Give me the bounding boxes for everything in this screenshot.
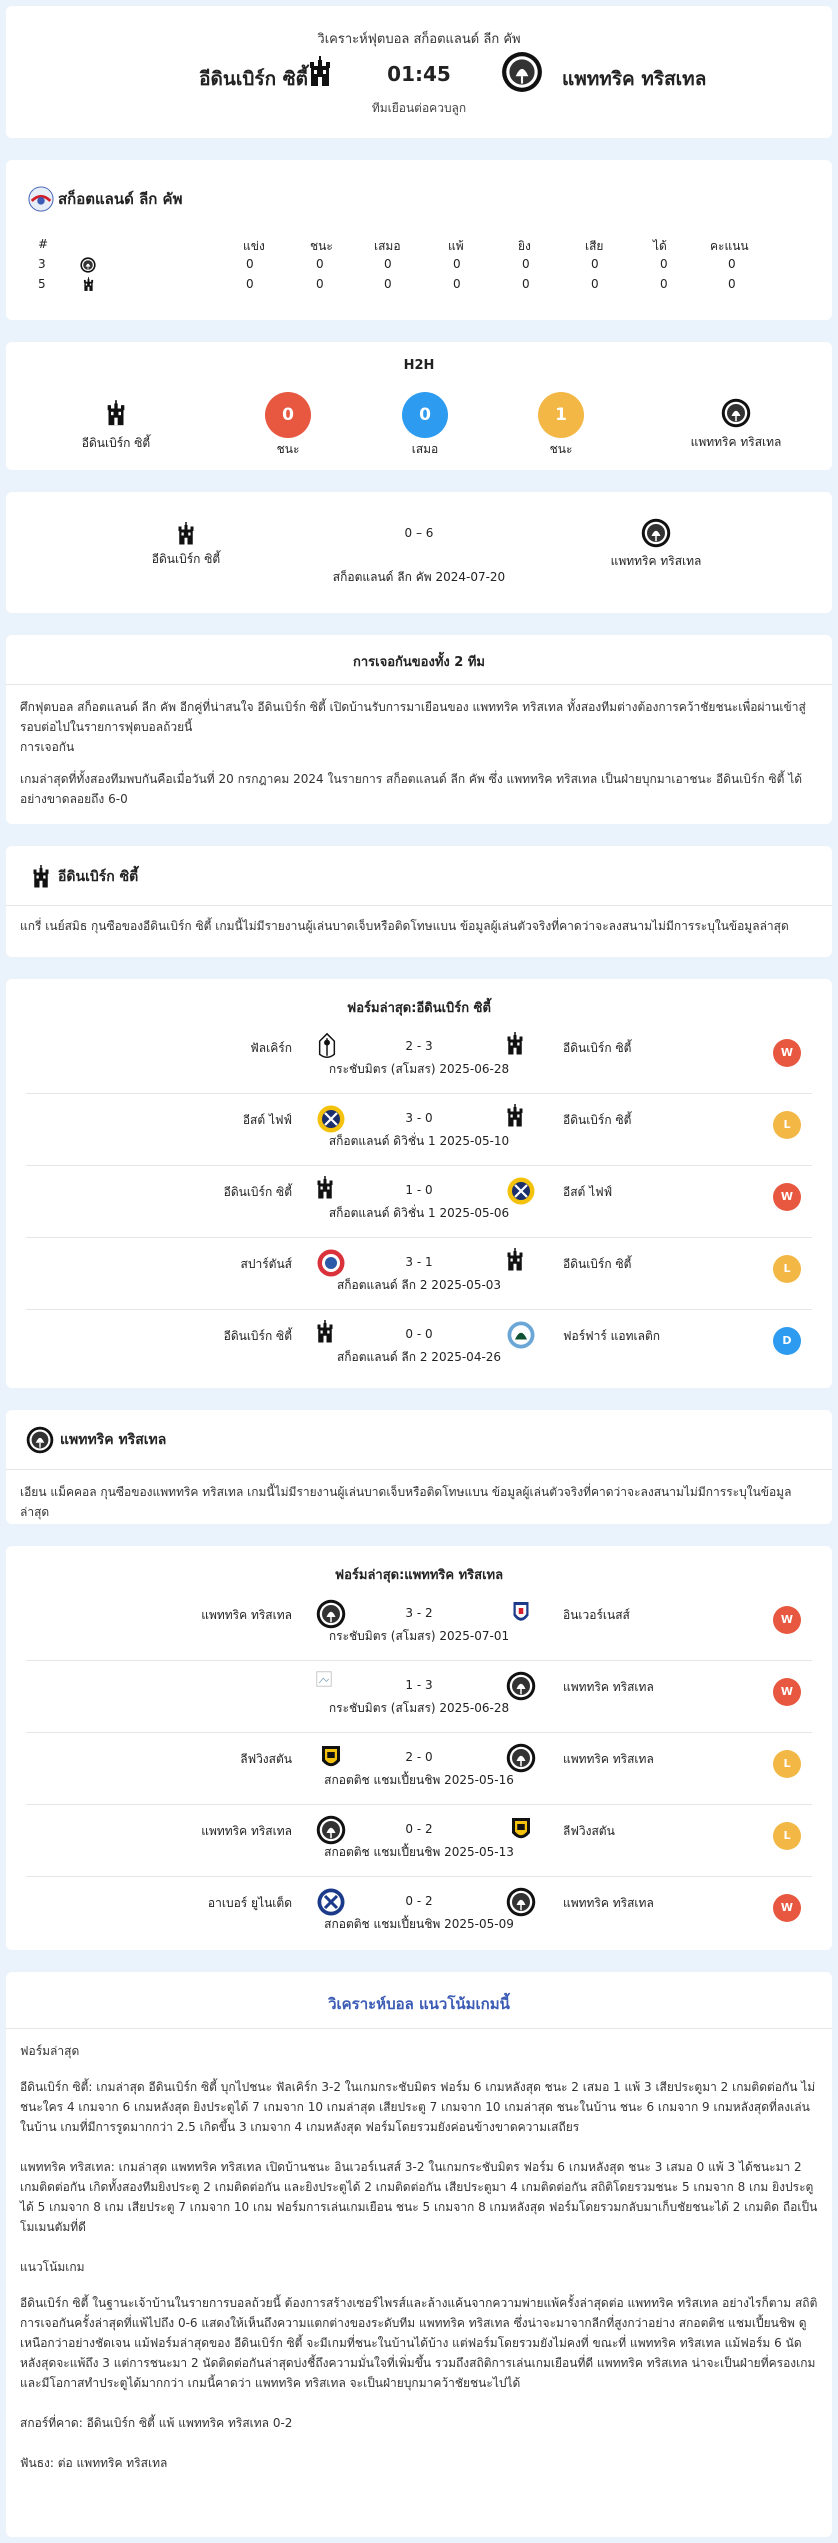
form-away-team: อีดินเบิร์ก ซิตี้	[563, 1257, 632, 1271]
draws-count: 0	[402, 392, 448, 438]
form-match-row[interactable]	[26, 1022, 812, 1094]
form-home-team: ลีฟวิงสตัน	[240, 1752, 292, 1766]
header-title: วิเคราะห์ฟุตบอล สก็อตแลนด์ ลีก คัพ	[317, 32, 521, 47]
h2h-losses	[511, 392, 611, 459]
form-away-team: อีดินเบิร์ก ซิตี้	[563, 1113, 632, 1127]
form-score: 1 - 0	[405, 1183, 433, 1197]
form-away-logo	[506, 1176, 536, 1210]
lm-score: 0 – 6	[404, 526, 434, 540]
form-away-logo	[506, 1248, 524, 1276]
col-points: คะแนน	[710, 239, 749, 253]
form-competition: สก็อตแลนด์ ดิวิชั่น 1 2025-05-10	[328, 1134, 510, 1148]
cell: 0	[522, 257, 530, 271]
analysis-score-prediction: สกอร์ที่คาด: อีดินเบิร์ก ซิตี้ แพ้ แพททริค ทริสเทล 0-2	[20, 2416, 293, 2430]
h2h-home-name: อีดินเบิร์ก ซิตี้	[81, 436, 151, 450]
home-team-text: แกรี่ เนย์สมิธ กุนซือของอีดินเบิร์ก ซิตี้ เกมนี้ไม่มีรายงานผู้เล่นบาดเจ็บหรือติดโทษแบน ข้อมูลผู้เล่นตัวจริงที่คาดว่าจะลงสนามไม่มีการระบุในข้อมูลล่าสุด	[20, 919, 789, 933]
analysis-p3: อีดินเบิร์ก ซิตี้ ในฐานะเจ้าบ้านในรายการบอลถ้วยนี้ ต้องการสร้างเซอร์ไพรส์และล้างแค้นจากความพ่ายแพ้ครั้งล่าสุดต่อ แพททริค ทริสเทล อย่างไรก็ตาม สถิติการเจอกันครั้งล่าสุดที่แพ้ไปถึง 0-6 แสดงให้เห็นถึงความแตกต่างของระดับทีม แพททริค ทริสเทล ซึ่งน่าจะมาจากลีกที่สูงกว่าอย่าง สกอตติช แชมเปี้ยนชิพ ดูเหนือกว่าอย่างชัดเจน แม้ฟอร์มล่าสุดของ อีดินเบิร์ก ซิตี้ จะมีเกมที่ชนะในบ้านได้บ้าง แต่ฟอร์มโดยรวมยังไม่คงที่ ขณะที่ แพททริค ทริสเทล แม้ฟอร์ม 6 นัดหลังสุดจะแพ้ถึง 3 แต่การชนะมา 2 นัดติดต่อกันล่าสุดบ่งชี้ถึงความมั่นใจที่เพิ่มขึ้น รวมถึงสถิติการเล่นเกมเยือนที่ดี แพททริค ทริสเทล น่าจะเป็นฝ่ายที่ครองเกมและมีโอกาสทำประตูได้มากกว่า เกมนี้คาดว่า แพททริค ทริสเทล จะเป็นฝ่ายบุกมาคว้าชัยชนะไปได้	[20, 2296, 818, 2390]
east-fife-logo-icon	[506, 1176, 536, 1206]
col-ga: เสีย	[585, 239, 604, 253]
away-form-list	[6, 1589, 832, 1949]
form-score: 3 - 0	[405, 1111, 433, 1125]
home-team-title: อีดินเบิร์ก ซิตี้	[58, 869, 139, 885]
wins-label: ชนะ	[276, 442, 300, 456]
form-away-logo	[506, 1671, 536, 1705]
edinburgh-city-logo-icon	[32, 865, 50, 889]
form-competition: สก็อตแลนด์ ลีก 2 2025-04-26	[336, 1350, 502, 1364]
analysis-p2: แพททริค ทริสเทล: เกมล่าสุด แพททริค ทริสเทล เปิดบ้านชนะ อินเวอร์เนสส์ 3-2 ในเกมกระชับมิตร ฟอร์ม 6 เกมหลังสุด ชนะ 3 เสมอ 0 แพ้ 3 ได้ชนะมา 2 เกมติดต่อกัน เกิดทั้งสองทีมยิงประตู 2 เกมติดต่อกัน และยิงประตูได้ 2 เกมติดต่อกัน เสียประตูมา 4 เกมติดต่อกัน สถิติโดยรวมชนะ 5 เกมจาก 8 เกม ยิงประตูได้ 5 เกมจาก 8 เกม เสียประตู 7 เกมจาก 10 เกม ฟอร์มการเล่นเกมเยือน ชนะ 5 เกมจาก 8 เกมหลังสุด ฟอร์มโดยรวมกลับมาเก็บชัยชนะได้ 2 เกมติด ถือเป็นโมเมนตัมที่ดี	[20, 2160, 818, 2234]
form-away-logo	[506, 1815, 536, 1849]
row-rank: 3	[38, 257, 46, 271]
handicap-note: ทีมเยือนต่อควบลูก	[371, 101, 467, 115]
form-away-logo	[506, 1599, 536, 1633]
home-form-section	[6, 979, 832, 1388]
form-away-logo	[506, 1887, 536, 1921]
edinburgh-city-logo-icon	[506, 1032, 524, 1056]
h2h-summary	[6, 342, 832, 470]
analysis-section	[6, 1972, 832, 2537]
table-header	[6, 237, 832, 255]
form-competition: กระชับมิตร (สโมสร) 2025-06-28	[328, 1701, 510, 1715]
form-match-row[interactable]	[26, 1733, 812, 1805]
edinburgh-city-logo-icon	[106, 400, 126, 427]
wins-count: 0	[265, 392, 311, 438]
form-competition: กระชับมิตร (สโมสร) 2025-06-28	[328, 1062, 510, 1076]
home-form-list	[6, 1022, 832, 1382]
meetings-p1b: การเจอกัน	[20, 740, 75, 754]
h2h-wins	[238, 392, 338, 459]
result-badge: L	[773, 1255, 801, 1283]
result-badge: D	[773, 1327, 801, 1355]
form-competition: สกอตติช แชมเปี้ยนชิพ 2025-05-16	[324, 1773, 514, 1787]
lm-away	[581, 518, 731, 571]
cell: 0	[453, 257, 461, 271]
cell: 0	[316, 257, 324, 271]
patrick-thistle-logo-icon	[26, 1426, 54, 1454]
col-won: ชนะ	[310, 239, 333, 253]
lm-home-name: อีดินเบิร์ก ซิตี้	[151, 552, 221, 566]
form-match-row[interactable]	[26, 1589, 812, 1661]
result-badge: L	[773, 1750, 801, 1778]
patrick-thistle-logo-icon	[501, 51, 543, 97]
last-meeting[interactable]	[6, 492, 832, 613]
form-score: 2 - 0	[405, 1750, 433, 1764]
col-played: แข่ง	[243, 239, 265, 253]
form-competition: สก็อตแลนด์ ดิวิชั่น 1 2025-05-06	[328, 1206, 510, 1220]
patrick-thistle-logo-icon	[506, 1887, 536, 1917]
form-home-team: อีสต์ ไฟฟ์	[242, 1113, 292, 1127]
away-team-title: แพททริค ทริสเทล	[60, 1432, 167, 1448]
form-score: 1 - 3	[405, 1678, 433, 1692]
cell: 0	[453, 277, 461, 291]
form-match-row[interactable]	[26, 1310, 812, 1382]
away-team-text: เอียน แม็คคอล กุนซือของแพททริค ทริสเทล เกมนี้ไม่มีรายงานผู้เล่นบาดเจ็บหรือติดโทษแบน ข้อมูลผู้เล่นตัวจริงที่คาดว่าจะลงสนามไม่มีการระบุในข้อมูลล่าสุด	[20, 1485, 792, 1519]
meetings-p2: เกมล่าสุดที่ทั้งสองทีมพบกันคือเมื่อวันที่ 20 กรกฎาคม 2024 ในรายการ สก็อตแลนด์ ลีก คัพ ซึ่ง แพททริค ทริสเทล เป็นฝ่ายบุกมาเอาชนะ อีดินเบิร์ก ซิตี้ ได้อย่างขาดลอยถึง 6-0	[20, 772, 803, 806]
form-home-team: ฟัลเคิร์ก	[250, 1041, 292, 1055]
away-form-section	[6, 1546, 832, 1950]
form-home-team: แพททริค ทริสเทล	[201, 1608, 292, 1622]
cell: 0	[522, 277, 530, 291]
form-home-team: อีดินเบิร์ก ซิตี้	[223, 1185, 292, 1199]
league-logo-icon	[28, 186, 54, 212]
home-form-title: ฟอร์มล่าสุด:อีดินเบิร์ก ซิตี้	[347, 1001, 491, 1016]
cell: 0	[246, 277, 254, 291]
form-match-row[interactable]	[26, 1166, 812, 1238]
patrick-thistle-logo-icon	[506, 1671, 536, 1701]
analysis-form-heading: ฟอร์มล่าสุด	[20, 2044, 80, 2058]
lm-away-name: แพททริค ทริสเทล	[610, 554, 702, 568]
analysis-trend-heading: แนวโน้มเกม	[20, 2260, 85, 2274]
h2h-title: H2H	[403, 358, 435, 373]
col-gd: ได้	[653, 239, 667, 253]
livingston-logo-icon	[506, 1815, 536, 1845]
draws-label: เสมอ	[411, 442, 439, 456]
form-away-logo	[506, 1743, 536, 1777]
form-away-team: ลีฟวิงสตัน	[563, 1824, 615, 1838]
h2h-home[interactable]	[46, 400, 186, 453]
patrick-thistle-logo-icon	[641, 518, 671, 548]
cell: 0	[660, 257, 668, 271]
cell: 0	[246, 257, 254, 271]
cell: 0	[728, 277, 736, 291]
losses-label: ชนะ	[549, 442, 573, 456]
away-form-title: ฟอร์มล่าสุด:แพททริค ทริสเทล	[334, 1568, 504, 1583]
form-score: 0 - 0	[405, 1327, 433, 1341]
form-away-team: อินเวอร์เนสส์	[563, 1608, 630, 1622]
form-score: 3 - 2	[405, 1606, 433, 1620]
form-home-team: แพททริค ทริสเทล	[201, 1824, 292, 1838]
patrick-thistle-logo-icon	[721, 398, 751, 428]
row-rank: 5	[38, 277, 46, 291]
away-team-name[interactable]: แพททริค ทริสเทล	[562, 68, 707, 90]
form-away-team: แพททริค ทริสเทล	[563, 1896, 654, 1910]
meetings-section	[6, 635, 832, 824]
cell: 0	[728, 257, 736, 271]
inverness-logo-icon	[506, 1599, 536, 1629]
form-away-team: อีสต์ ไฟฟ์	[563, 1185, 613, 1199]
form-match-row[interactable]	[26, 1805, 812, 1877]
form-away-logo	[506, 1104, 524, 1132]
form-competition: สกอตติช แชมเปี้ยนชิพ 2025-05-13	[324, 1845, 514, 1859]
cell: 0	[316, 277, 324, 291]
form-away-team: ฟอร์ฟาร์ แอทเลติก	[563, 1329, 661, 1343]
analysis-tip: ฟันธง: ต่อ แพททริค ทริสเทล	[20, 2456, 168, 2470]
col-lost: แพ้	[448, 239, 464, 253]
edinburgh-city-logo-icon	[506, 1248, 524, 1272]
table-row[interactable]	[6, 277, 832, 295]
form-score: 2 - 3	[405, 1039, 433, 1053]
result-badge: L	[773, 1822, 801, 1850]
league-name: สก็อตแลนด์ ลีก คัพ	[58, 190, 183, 208]
lm-competition: สก็อตแลนด์ ลีก คัพ 2024-07-20	[332, 570, 506, 584]
form-score: 0 - 2	[405, 1822, 433, 1836]
form-away-team: แพททริค ทริสเทล	[563, 1680, 654, 1694]
form-competition: สกอตติช แชมเปี้ยนชิพ 2025-05-09	[324, 1917, 514, 1931]
table-row[interactable]	[6, 257, 832, 275]
meetings-title: การเจอกันของทั้ง 2 ทีม	[353, 655, 485, 670]
result-badge: W	[773, 1606, 801, 1634]
losses-count: 1	[538, 392, 584, 438]
edinburgh-city-logo-icon	[506, 1104, 524, 1128]
col-drawn: เสมอ	[374, 239, 401, 253]
form-score: 3 - 1	[405, 1255, 433, 1269]
cell: 0	[591, 257, 599, 271]
form-away-logo	[506, 1320, 536, 1354]
league-title	[28, 186, 182, 212]
form-match-row[interactable]	[26, 1877, 812, 1949]
form-home-team: สปาร์ตันส์	[240, 1257, 292, 1271]
result-badge: W	[773, 1183, 801, 1211]
home-team-section	[6, 846, 832, 957]
kickoff-time: 01:45	[387, 62, 451, 86]
cell: 0	[384, 257, 392, 271]
match-header	[6, 6, 832, 138]
form-home-team: อาเบอร์ ยูไนเต็ด	[207, 1896, 292, 1910]
cell: 0	[660, 277, 668, 291]
patrick-thistle-logo-icon	[506, 1743, 536, 1773]
meetings-p1: ศึกฟุตบอล สก็อตแลนด์ ลีก คัพ อีกคู่ที่น่าสนใจ อีดินเบิร์ก ซิตี้ เปิดบ้านรับการมาเยือนของ แพททริค ทริสเทล ทั้งสองทีมต่างต้องการคว้าชัยชนะเพื่อผ่านเข้าสู่รอบต่อไปในรายการฟุตบอลถ้วยนี้	[20, 700, 806, 734]
h2h-away-name: แพททริค ทริสเทล	[690, 435, 782, 449]
edinburgh-city-logo-icon	[83, 277, 94, 295]
col-gf: ยิง	[518, 239, 531, 253]
result-badge: W	[773, 1678, 801, 1706]
league-table	[6, 160, 832, 320]
form-away-team: อีดินเบิร์ก ซิตี้	[563, 1041, 632, 1055]
patrick-thistle-logo-icon	[80, 257, 96, 276]
col-rank: #	[38, 237, 49, 251]
form-match-row[interactable]	[26, 1094, 812, 1166]
form-match-row[interactable]	[26, 1238, 812, 1310]
cell: 0	[591, 277, 599, 291]
cell: 0	[384, 277, 392, 291]
form-match-row[interactable]	[26, 1661, 812, 1733]
forfar-logo-icon	[506, 1320, 536, 1350]
result-badge: W	[773, 1039, 801, 1067]
form-home-team: อีดินเบิร์ก ซิตี้	[223, 1329, 292, 1343]
form-score: 0 - 2	[405, 1894, 433, 1908]
form-competition: กระชับมิตร (สโมสร) 2025-07-01	[328, 1629, 510, 1643]
form-competition: สก็อตแลนด์ ลีก 2 2025-05-03	[336, 1278, 502, 1292]
result-badge: L	[773, 1111, 801, 1139]
form-away-team: แพททริค ทริสเทล	[563, 1752, 654, 1766]
away-team-section	[6, 1410, 832, 1524]
form-away-logo	[506, 1032, 524, 1060]
h2h-away[interactable]	[661, 398, 811, 452]
h2h-draws	[375, 392, 475, 459]
home-team-name[interactable]: อีดินเบิร์ก ซิตี้	[199, 68, 308, 90]
result-badge: W	[773, 1894, 801, 1922]
analysis-title: วิเคราะห์บอล แนวโน้มเกมนี้	[328, 1995, 510, 2013]
analysis-p1: อีดินเบิร์ก ซิตี้: เกมล่าสุด อีดินเบิร์ก ซิตี้ บุกไปชนะ ฟัลเคิร์ก 3-2 ในเกมกระชับมิตร ฟอร์ม 6 เกมหลังสุด ชนะ 2 เสมอ 1 แพ้ 3 เสียประตูมา 2 เกมติดต่อกัน ไม่ชนะใคร 4 เกมจาก 6 เกมหลังสุด ยิงประตูได้ 7 เกมจาก 10 เกมล่าสุด เสียประตู 7 เกมจาก 10 เกมล่าสุด ชนะในบ้าน ชนะ 6 เกมจาก 9 เกมหลังสุดที่ลงเล่นในบ้าน เกมที่มีการรูดมากกว่า 2.5 เกิดขึ้น 3 เกมจาก 4 เกมหลังสุด ฟอร์มโดยรวมยังค่อนข้างขาดความเสถียร	[20, 2080, 816, 2134]
